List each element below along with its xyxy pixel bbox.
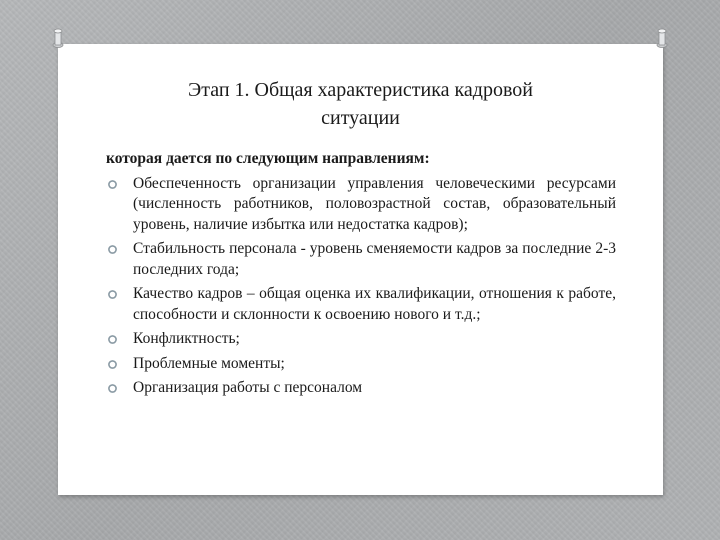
list-item-text: Обеспеченность организации управления человеческими ресурсами (численность работников, половозрастной состав, образовательный уровень, наличие избытка или недостатка кадров); bbox=[133, 174, 616, 233]
list-item-text: Организация работы с персоналом bbox=[133, 379, 363, 396]
intro-text: которая дается по следующим направлениям: bbox=[106, 150, 430, 167]
slide-content bbox=[106, 149, 616, 403]
slide-title bbox=[58, 76, 663, 132]
title-line-2: ситуации bbox=[321, 107, 400, 129]
list-item bbox=[106, 378, 616, 399]
circle-bullet-icon bbox=[108, 360, 117, 369]
list-item-text: Стабильность персонала - уровень сменяемости кадров за последние 2-3 последних года; bbox=[133, 240, 616, 278]
pin-icon bbox=[52, 28, 64, 48]
circle-bullet-icon bbox=[108, 180, 117, 189]
list-item-text: Конфликтность; bbox=[133, 330, 240, 347]
list-item bbox=[106, 354, 616, 375]
list-item bbox=[106, 174, 616, 236]
title-line-1: Этап 1. Общая характеристика кадровой bbox=[188, 79, 533, 101]
circle-bullet-icon bbox=[108, 245, 117, 254]
circle-bullet-icon bbox=[108, 384, 117, 393]
circle-bullet-icon bbox=[108, 335, 117, 344]
bullet-list bbox=[106, 174, 616, 399]
list-item bbox=[106, 284, 616, 325]
list-item bbox=[106, 329, 616, 350]
list-item-text: Проблемные моменты; bbox=[133, 354, 285, 372]
list-item bbox=[106, 239, 616, 280]
circle-bullet-icon bbox=[108, 290, 117, 299]
pin-icon bbox=[656, 28, 668, 48]
list-item-text: Качество кадров – общая оценка их квалификации, отношения к работе, способности и склонности к освоению нового и т.д.; bbox=[133, 285, 616, 323]
